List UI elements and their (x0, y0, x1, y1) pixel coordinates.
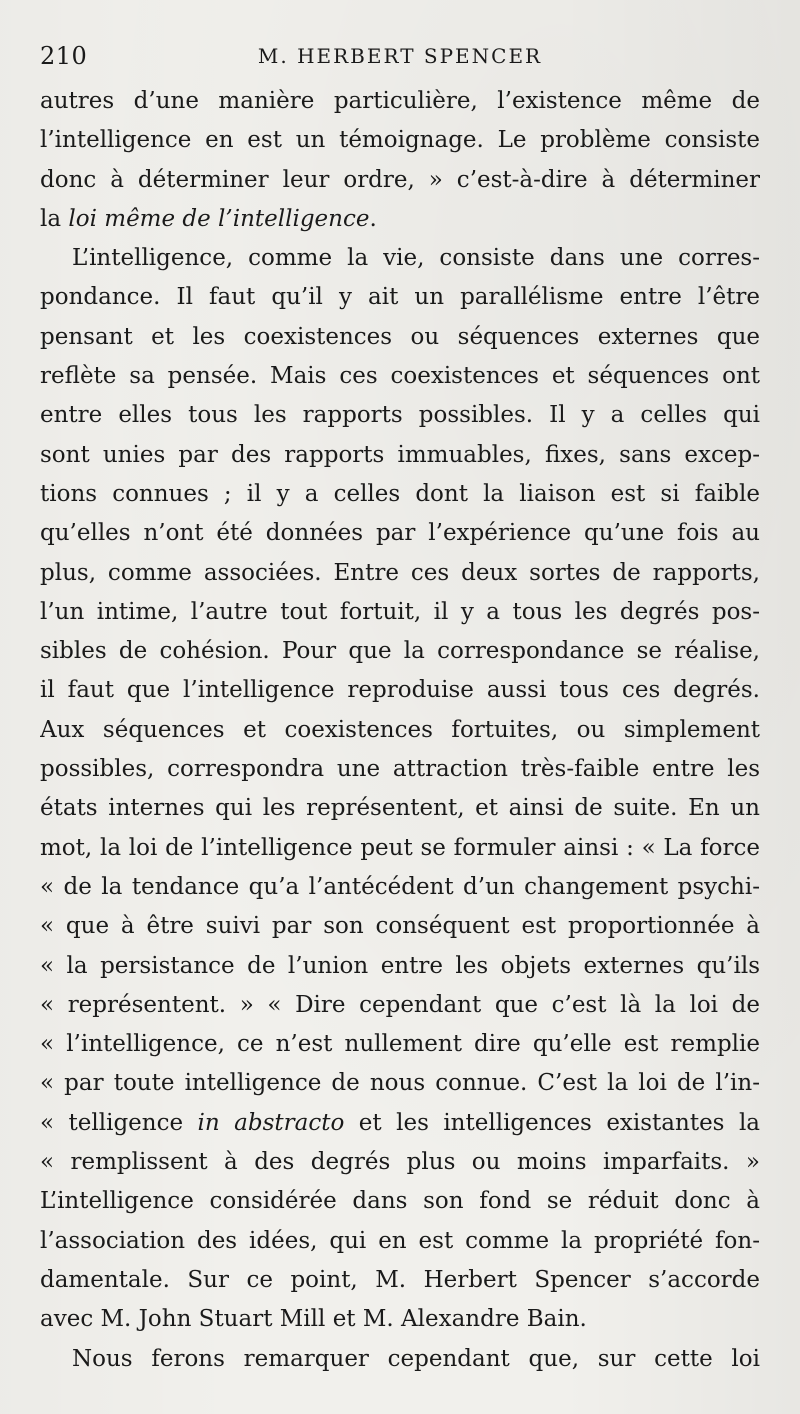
body-text (40, 82, 760, 1379)
text-line: sibles de cohésion. Pour que la correspondance se réalise, (40, 638, 760, 665)
text-line: « par toute intelligence de nous connue. C’est la loi de l’in- (40, 1070, 760, 1097)
text-line: pondance. Il faut qu’il y ait un parallélisme entre l’être (40, 284, 760, 311)
text-line: « de la tendance qu’a l’antécédent d’un changement psychi- (40, 873, 760, 900)
text-line (40, 1104, 760, 1143)
text-line: l’association des idées, qui en est comme la propriété fon- (40, 1227, 760, 1254)
text-line: plus, comme associées. Entre ces deux sortes de rapports, (40, 559, 760, 586)
text-line: mot, la loi de l’intelligence peut se formuler ainsi : « La force (40, 834, 760, 861)
text-line: Aux séquences et coexistences fortuites, ou simplement (40, 716, 760, 743)
text-line: pensant et les coexistences ou séquences externes que (40, 323, 760, 350)
page-number: 210 (40, 42, 88, 70)
emphasis-text: loi même de l’intelligence (68, 205, 370, 232)
text-line: « représentent. » « Dire cependant que c’est là la loi de (40, 991, 760, 1018)
text-line: tions connues ; il y a celles dont la liaison est si faible (40, 480, 760, 507)
text-line: qu’elles n’ont été données par l’expérience qu’une fois au (40, 520, 760, 547)
emphasis-text: in abstracto (197, 1109, 345, 1136)
text-line: l’intelligence en est un témoignage. Le problème consiste (40, 127, 760, 154)
page-header (40, 42, 760, 74)
text-line: autres d’une manière particulière, l’existence même de (40, 88, 760, 114)
text-line: états internes qui les représentent, et ainsi de suite. En un (40, 795, 760, 822)
text-line: « l’intelligence, ce n’est nullement dire qu’elle est remplie (40, 1031, 760, 1058)
text-line (40, 200, 760, 239)
text-line: « que à être suivi par son conséquent est proportionnée à (40, 913, 760, 940)
text-line: possibles, correspondra une attraction très-faible entre les (40, 756, 760, 783)
text-line: entre elles tous les rapports possibles. Il y a celles qui (40, 402, 760, 429)
text-line: L’intelligence, comme la vie, consiste dans une corres- (72, 245, 760, 272)
line-text: « telligence (40, 1109, 198, 1136)
line-text: et les intelligences existantes la (344, 1109, 760, 1136)
text-line: « la persistance de l’union entre les objets externes qu’ils (40, 952, 760, 979)
line-text: . (369, 205, 377, 232)
text-line: sont unies par des rapports immuables, fixes, sans excep- (40, 441, 760, 468)
text-line: reflète sa pensée. Mais ces coexistences et séquences ont (40, 363, 760, 390)
running-head: M. HERBERT SPENCER (257, 44, 543, 68)
text-line: damentale. Sur ce point, M. Herbert Spencer s’accorde (40, 1266, 760, 1293)
text-line: l’un intime, l’autre tout fortuit, il y a tous les degrés pos- (40, 598, 760, 625)
line-text: la (40, 205, 69, 232)
text-line: il faut que l’intelligence reproduise aussi tous ces degrés. (40, 677, 760, 704)
text-line: L’intelligence considérée dans son fond se réduit donc à (40, 1188, 760, 1215)
text-line: avec M. John Stuart Mill et M. Alexandre Bain. (40, 1306, 587, 1333)
text-line: donc à déterminer leur ordre, » c’est-à-dire à déterminer (40, 166, 760, 193)
text-line: Nous ferons remarquer cependant que, sur cette loi (72, 1345, 760, 1372)
text-line: « remplissent à des degrés plus ou moins imparfaits. » (40, 1149, 760, 1176)
